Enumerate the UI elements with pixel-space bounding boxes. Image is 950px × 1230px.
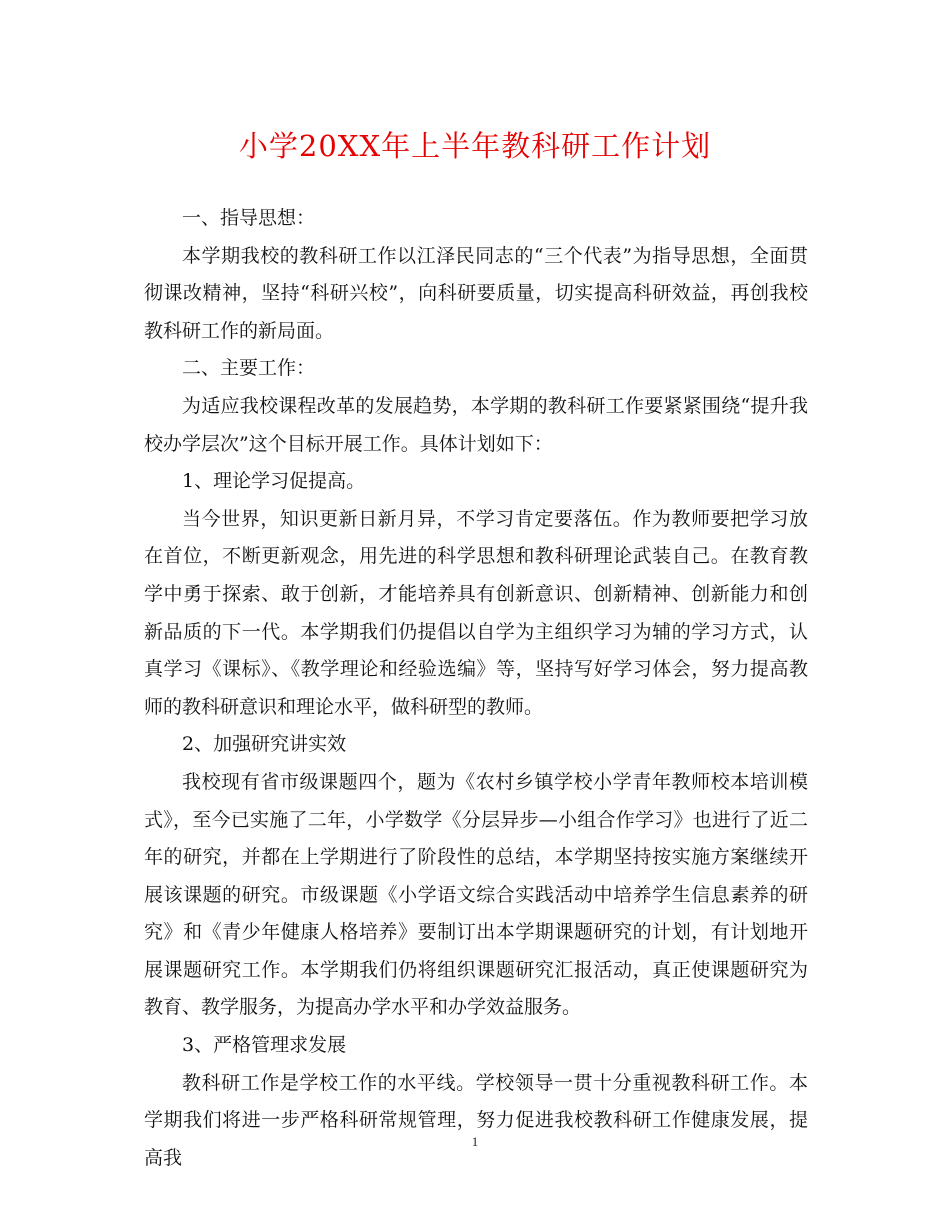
section-heading-main-work: 二、主要工作： (182, 357, 316, 380)
paragraph-management: 教科研工作是学校工作的水平线。学校领导一贯十分重视教科研工作。本学期我们将进一步严格科研常规管理，努力促进我校教科研工作健康发展，提高我 (144, 1071, 808, 1169)
paragraph-guiding-ideology: 本学期我校的教科研工作以江泽民同志的“三个代表”为指导思想，全面贯彻课改精神，坚持“科研兴校”，向科研要质量，切实提高科研效益，再创我校教科研工作的新局面。 (144, 244, 808, 342)
document-body (144, 200, 808, 1177)
subheading-management: 3、严格管理求发展 (182, 1034, 347, 1057)
paragraph-main-work-intro: 为适应我校课程改革的发展趋势，本学期的教科研工作要紧紧围绕“提升我校办学层次”这个目标开展工作。具体计划如下： (144, 394, 808, 455)
subheading-research: 2、加强研究讲实效 (182, 733, 347, 756)
subheading-theory-study: 1、理论学习促提高。 (182, 470, 366, 493)
page-number: 1 (471, 1134, 479, 1149)
document-title: 小学20XX年上半年教科研工作计划 (238, 129, 712, 163)
section-heading-guiding-ideology: 一、指导思想： (182, 207, 316, 229)
paragraph-theory-study: 当今世界，知识更新日新月异，不学习肯定要落伍。作为教师要把学习放在首位，不断更新观念，用先进的科学思想和教科研理论武装自己。在教育教学中勇于探索、敢于创新，才能培养具有创新意识、创新精神、创新能力和创新品质的下一代。本学期我们仍提倡以自学为主组织学习为辅的学习方式，认真学习《课标》、《教学理论和经验选编》等，坚持写好学习体会，努力提高教师的教科研意识和理论水平，做科研型的教师。 (144, 507, 808, 718)
paragraph-research: 我校现有省市级课题四个，题为《农村乡镇学校小学青年教师校本培训模式》，至今已实施了二年，小学数学《分层异步—小组合作学习》也进行了近二年的研究，并都在上学期进行了阶段性的总结，本学期坚持按实施方案继续开展该课题的研究。市级课题《小学语文综合实践活动中培养学生信息素养的研究》和《青少年健康人格培养》要制订出本学期课题研究的计划，有计划地开展课题研究工作。本学期我们仍将组织课题研究汇报活动，真正使课题研究为教育、教学服务，为提高办学水平和办学效益服务。 (144, 770, 808, 1019)
